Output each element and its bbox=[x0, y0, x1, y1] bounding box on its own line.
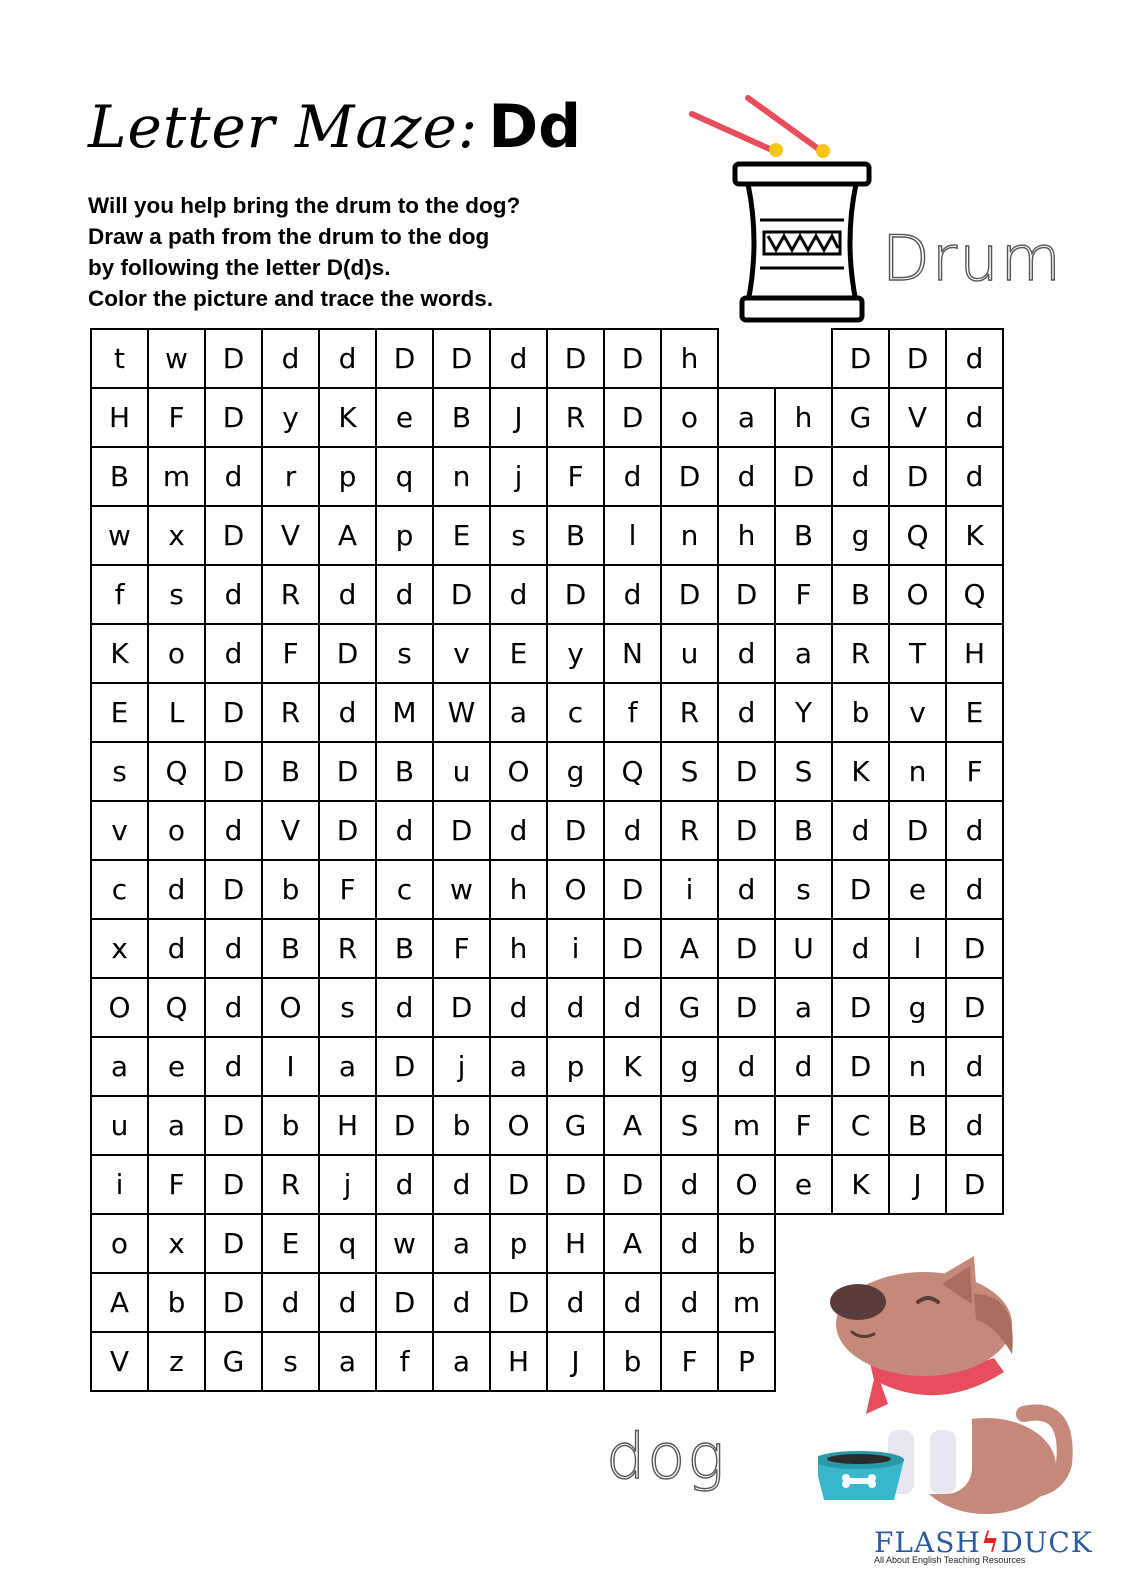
maze-cell[interactable]: a bbox=[90, 1036, 149, 1097]
maze-cell[interactable]: K bbox=[603, 1036, 662, 1097]
maze-cell[interactable]: V bbox=[90, 1331, 149, 1392]
trace-word-dog: dog bbox=[606, 1420, 727, 1493]
maze-cell[interactable]: d bbox=[831, 800, 890, 861]
maze-cell[interactable]: j bbox=[318, 1154, 377, 1215]
maze-cell[interactable]: N bbox=[603, 623, 662, 684]
instruction-line: Will you help bring the drum to the dog? bbox=[88, 193, 521, 218]
logo-tagline: All About English Teaching Resources bbox=[874, 1555, 1026, 1565]
maze-cell[interactable]: t bbox=[90, 328, 149, 389]
maze-cell[interactable]: T bbox=[888, 623, 947, 684]
maze-cell[interactable]: L bbox=[147, 682, 206, 743]
maze-cell[interactable]: D bbox=[432, 977, 491, 1038]
trace-word-drum: Drum bbox=[882, 222, 1063, 295]
maze-cell[interactable]: D bbox=[660, 564, 719, 625]
maze-cell[interactable]: n bbox=[660, 505, 719, 566]
maze-cell[interactable]: v bbox=[432, 623, 491, 684]
maze-cell[interactable]: h bbox=[489, 918, 548, 979]
maze-cell[interactable]: d bbox=[375, 564, 434, 625]
maze-cell[interactable]: d bbox=[603, 446, 662, 507]
maze-cell[interactable]: n bbox=[888, 1036, 947, 1097]
maze-cell[interactable]: p bbox=[318, 446, 377, 507]
maze-cell[interactable]: D bbox=[660, 446, 719, 507]
dog-bowl-icon bbox=[818, 1451, 904, 1500]
maze-cell[interactable]: c bbox=[546, 682, 605, 743]
maze-cell[interactable]: D bbox=[831, 328, 890, 389]
maze-cell[interactable]: B bbox=[261, 918, 320, 979]
maze-cell[interactable]: U bbox=[774, 918, 833, 979]
maze-cell[interactable]: R bbox=[660, 800, 719, 861]
maze-cell[interactable]: D bbox=[375, 1036, 434, 1097]
instruction-line: Color the picture and trace the words. bbox=[88, 286, 494, 311]
maze-cell[interactable]: a bbox=[774, 977, 833, 1038]
maze-cell[interactable]: B bbox=[774, 505, 833, 566]
maze-cell[interactable]: m bbox=[147, 446, 206, 507]
maze-cell[interactable]: S bbox=[660, 1095, 719, 1156]
maze-cell[interactable]: n bbox=[432, 446, 491, 507]
maze-cell[interactable]: l bbox=[888, 918, 947, 979]
maze-cell[interactable]: R bbox=[660, 682, 719, 743]
maze-cell[interactable]: d bbox=[318, 564, 377, 625]
maze-cell[interactable]: o bbox=[660, 387, 719, 448]
maze-cell[interactable]: a bbox=[489, 1036, 548, 1097]
maze-cell[interactable]: B bbox=[774, 800, 833, 861]
maze-cell[interactable]: d bbox=[204, 446, 263, 507]
maze-cell[interactable]: s bbox=[774, 859, 833, 920]
maze-cell[interactable]: b bbox=[432, 1095, 491, 1156]
maze-cell[interactable]: H bbox=[90, 387, 149, 448]
maze-cell[interactable]: s bbox=[261, 1331, 320, 1392]
maze-cell[interactable]: V bbox=[261, 505, 320, 566]
maze-cell[interactable]: a bbox=[318, 1036, 377, 1097]
maze-cell[interactable]: a bbox=[432, 1331, 491, 1392]
maze-cell[interactable]: K bbox=[831, 741, 890, 802]
maze-cell[interactable]: D bbox=[318, 623, 377, 684]
maze-cell[interactable]: D bbox=[375, 1272, 434, 1333]
maze-cell[interactable]: D bbox=[204, 1213, 263, 1274]
maze-cell[interactable]: d bbox=[204, 977, 263, 1038]
maze-cell[interactable]: V bbox=[888, 387, 947, 448]
maze-cell[interactable]: e bbox=[888, 859, 947, 920]
maze-cell[interactable]: d bbox=[717, 623, 776, 684]
maze-cell[interactable]: o bbox=[90, 1213, 149, 1274]
maze-cell[interactable]: z bbox=[147, 1331, 206, 1392]
maze-cell[interactable]: D bbox=[603, 328, 662, 389]
maze-cell[interactable]: D bbox=[204, 682, 263, 743]
maze-cell[interactable]: g bbox=[546, 741, 605, 802]
maze-cell[interactable]: D bbox=[888, 446, 947, 507]
maze-cell[interactable]: d bbox=[318, 1272, 377, 1333]
maze-cell[interactable]: b bbox=[717, 1213, 776, 1274]
maze-cell[interactable]: a bbox=[717, 387, 776, 448]
maze-cell[interactable]: d bbox=[147, 918, 206, 979]
maze-cell[interactable]: p bbox=[546, 1036, 605, 1097]
maze-cell[interactable]: p bbox=[375, 505, 434, 566]
maze-cell[interactable]: R bbox=[831, 623, 890, 684]
maze-cell[interactable]: r bbox=[261, 446, 320, 507]
maze-cell[interactable]: d bbox=[375, 977, 434, 1038]
maze-cell[interactable]: R bbox=[261, 1154, 320, 1215]
maze-cell[interactable]: a bbox=[432, 1213, 491, 1274]
maze-cell[interactable]: d bbox=[717, 682, 776, 743]
maze-cell[interactable]: D bbox=[204, 859, 263, 920]
maze-cell[interactable]: G bbox=[546, 1095, 605, 1156]
maze-cell[interactable]: R bbox=[261, 682, 320, 743]
maze-cell[interactable]: d bbox=[489, 564, 548, 625]
maze-cell[interactable]: D bbox=[888, 800, 947, 861]
maze-cell[interactable]: d bbox=[717, 446, 776, 507]
maze-cell[interactable]: D bbox=[603, 387, 662, 448]
maze-cell[interactable]: y bbox=[261, 387, 320, 448]
maze-cell[interactable]: d bbox=[204, 800, 263, 861]
maze-cell[interactable]: d bbox=[831, 446, 890, 507]
dog-icon bbox=[818, 1254, 1080, 1522]
maze-cell[interactable]: f bbox=[90, 564, 149, 625]
maze-cell[interactable]: d bbox=[945, 328, 1004, 389]
maze-cell[interactable]: E bbox=[90, 682, 149, 743]
maze-cell[interactable]: i bbox=[90, 1154, 149, 1215]
maze-cell[interactable]: d bbox=[603, 977, 662, 1038]
maze-cell[interactable]: m bbox=[717, 1095, 776, 1156]
maze-cell[interactable]: D bbox=[546, 564, 605, 625]
maze-cell[interactable]: n bbox=[888, 741, 947, 802]
maze-cell[interactable]: D bbox=[204, 328, 263, 389]
maze-cell[interactable]: Q bbox=[888, 505, 947, 566]
title-script: Letter Maze: bbox=[88, 93, 479, 161]
maze-cell[interactable]: a bbox=[489, 682, 548, 743]
maze-cell[interactable]: D bbox=[888, 328, 947, 389]
maze-cell[interactable]: E bbox=[489, 623, 548, 684]
maze-cell[interactable]: p bbox=[489, 1213, 548, 1274]
maze-cell[interactable]: H bbox=[546, 1213, 605, 1274]
maze-cell[interactable]: d bbox=[489, 977, 548, 1038]
maze-cell[interactable]: J bbox=[546, 1331, 605, 1392]
maze-cell[interactable]: q bbox=[318, 1213, 377, 1274]
maze-cell[interactable]: o bbox=[147, 623, 206, 684]
maze-cell[interactable]: D bbox=[432, 564, 491, 625]
maze-cell[interactable]: D bbox=[489, 1272, 548, 1333]
maze-cell[interactable]: Q bbox=[945, 564, 1004, 625]
maze-cell[interactable]: K bbox=[318, 387, 377, 448]
maze-cell[interactable]: F bbox=[432, 918, 491, 979]
maze-cell[interactable]: D bbox=[375, 1095, 434, 1156]
maze-cell[interactable]: Y bbox=[774, 682, 833, 743]
maze-cell[interactable]: d bbox=[546, 1272, 605, 1333]
maze-cell[interactable]: x bbox=[147, 1213, 206, 1274]
maze-cell[interactable]: O bbox=[261, 977, 320, 1038]
maze-cell[interactable]: j bbox=[432, 1036, 491, 1097]
maze-cell[interactable]: e bbox=[375, 387, 434, 448]
maze-cell[interactable]: x bbox=[147, 505, 206, 566]
maze-cell[interactable]: A bbox=[603, 1095, 662, 1156]
maze-cell[interactable]: i bbox=[660, 859, 719, 920]
maze-cell[interactable]: D bbox=[318, 741, 377, 802]
maze-cell[interactable]: g bbox=[660, 1036, 719, 1097]
maze-cell[interactable]: a bbox=[318, 1331, 377, 1392]
maze-cell[interactable]: K bbox=[90, 623, 149, 684]
maze-cell[interactable]: w bbox=[432, 859, 491, 920]
maze-cell[interactable]: M bbox=[375, 682, 434, 743]
maze-cell[interactable]: D bbox=[204, 1154, 263, 1215]
maze-cell[interactable]: y bbox=[546, 623, 605, 684]
maze-cell[interactable]: B bbox=[375, 918, 434, 979]
maze-cell[interactable]: O bbox=[90, 977, 149, 1038]
maze-cell[interactable]: g bbox=[831, 505, 890, 566]
maze-cell[interactable]: H bbox=[945, 623, 1004, 684]
maze-cell[interactable]: B bbox=[546, 505, 605, 566]
maze-cell[interactable]: D bbox=[603, 859, 662, 920]
maze-cell[interactable]: v bbox=[888, 682, 947, 743]
maze-cell[interactable]: d bbox=[261, 1272, 320, 1333]
maze-cell[interactable]: D bbox=[204, 387, 263, 448]
maze-cell[interactable]: d bbox=[717, 1036, 776, 1097]
maze-cell[interactable]: O bbox=[888, 564, 947, 625]
maze-cell[interactable]: F bbox=[261, 623, 320, 684]
maze-cell[interactable]: s bbox=[318, 977, 377, 1038]
maze-cell[interactable]: d bbox=[489, 800, 548, 861]
maze-cell[interactable]: O bbox=[489, 1095, 548, 1156]
maze-cell[interactable]: d bbox=[204, 623, 263, 684]
maze-cell[interactable]: d bbox=[375, 1154, 434, 1215]
maze-cell[interactable]: R bbox=[318, 918, 377, 979]
maze-cell[interactable]: u bbox=[90, 1095, 149, 1156]
maze-cell[interactable]: C bbox=[831, 1095, 890, 1156]
maze-cell[interactable]: h bbox=[717, 505, 776, 566]
maze-cell[interactable]: O bbox=[489, 741, 548, 802]
maze-cell[interactable]: s bbox=[489, 505, 548, 566]
maze-cell[interactable]: d bbox=[204, 918, 263, 979]
maze-cell[interactable]: e bbox=[147, 1036, 206, 1097]
maze-cell[interactable]: F bbox=[945, 741, 1004, 802]
maze-cell[interactable]: D bbox=[603, 918, 662, 979]
maze-cell[interactable]: D bbox=[204, 505, 263, 566]
maze-cell[interactable]: d bbox=[831, 918, 890, 979]
maze-cell[interactable]: d bbox=[261, 328, 320, 389]
maze-cell[interactable]: d bbox=[660, 1272, 719, 1333]
maze-cell[interactable]: d bbox=[774, 1036, 833, 1097]
maze-cell[interactable]: Q bbox=[147, 977, 206, 1038]
maze-cell[interactable]: b bbox=[261, 859, 320, 920]
maze-cell[interactable]: d bbox=[318, 328, 377, 389]
title-letters: Dd bbox=[488, 92, 582, 162]
maze-cell[interactable]: G bbox=[831, 387, 890, 448]
maze-cell[interactable]: o bbox=[147, 800, 206, 861]
maze-cell[interactable]: D bbox=[432, 800, 491, 861]
maze-cell[interactable]: D bbox=[489, 1154, 548, 1215]
maze-cell[interactable]: B bbox=[888, 1095, 947, 1156]
maze-cell[interactable]: J bbox=[888, 1154, 947, 1215]
maze-cell[interactable]: c bbox=[90, 859, 149, 920]
maze-cell[interactable]: d bbox=[717, 859, 776, 920]
maze-cell[interactable]: d bbox=[660, 1213, 719, 1274]
maze-cell[interactable]: D bbox=[603, 1154, 662, 1215]
maze-cell[interactable]: w bbox=[375, 1213, 434, 1274]
maze-cell[interactable]: x bbox=[90, 918, 149, 979]
maze-cell[interactable]: D bbox=[831, 1036, 890, 1097]
maze-cell[interactable]: B bbox=[90, 446, 149, 507]
maze-cell[interactable]: i bbox=[546, 918, 605, 979]
maze-cell[interactable]: d bbox=[945, 387, 1004, 448]
maze-cell[interactable]: d bbox=[945, 1036, 1004, 1097]
maze-cell[interactable]: d bbox=[432, 1272, 491, 1333]
maze-cell[interactable]: D bbox=[204, 1095, 263, 1156]
maze-cell[interactable]: S bbox=[660, 741, 719, 802]
maze-cell[interactable]: D bbox=[717, 741, 776, 802]
maze-cell[interactable]: F bbox=[774, 1095, 833, 1156]
maze-cell[interactable]: A bbox=[318, 505, 377, 566]
maze-cell[interactable]: F bbox=[318, 859, 377, 920]
maze-cell[interactable]: d bbox=[660, 1154, 719, 1215]
maze-cell[interactable]: d bbox=[945, 446, 1004, 507]
maze-cell[interactable]: h bbox=[660, 328, 719, 389]
maze-cell[interactable]: d bbox=[546, 977, 605, 1038]
maze-cell[interactable]: F bbox=[660, 1331, 719, 1392]
maze-cell[interactable]: d bbox=[489, 328, 548, 389]
maze-cell[interactable]: j bbox=[489, 446, 548, 507]
maze-cell[interactable]: D bbox=[945, 977, 1004, 1038]
maze-cell[interactable]: a bbox=[774, 623, 833, 684]
maze-cell[interactable]: s bbox=[90, 741, 149, 802]
maze-cell[interactable]: R bbox=[261, 564, 320, 625]
maze-cell[interactable]: b bbox=[147, 1272, 206, 1333]
maze-cell[interactable]: u bbox=[432, 741, 491, 802]
instruction-line: by following the letter D(d)s. bbox=[88, 255, 391, 280]
lightning-bolt-icon: ϟ bbox=[980, 1526, 1001, 1559]
maze-cell[interactable]: d bbox=[603, 800, 662, 861]
maze-cell[interactable]: D bbox=[375, 328, 434, 389]
maze-cell[interactable]: D bbox=[546, 328, 605, 389]
maze-cell[interactable]: D bbox=[717, 564, 776, 625]
maze-cell[interactable]: b bbox=[603, 1331, 662, 1392]
maze-cell[interactable]: S bbox=[774, 741, 833, 802]
maze-cell[interactable]: e bbox=[774, 1154, 833, 1215]
flashduck-logo bbox=[874, 1526, 1093, 1565]
maze-cell[interactable]: E bbox=[432, 505, 491, 566]
maze-cell[interactable]: l bbox=[603, 505, 662, 566]
maze-cell[interactable]: A bbox=[90, 1272, 149, 1333]
maze-cell[interactable]: H bbox=[318, 1095, 377, 1156]
maze-cell[interactable]: s bbox=[147, 564, 206, 625]
maze-cell[interactable]: O bbox=[546, 859, 605, 920]
maze-cell[interactable]: s bbox=[375, 623, 434, 684]
maze-cell[interactable]: Q bbox=[603, 741, 662, 802]
maze-cell[interactable]: D bbox=[774, 446, 833, 507]
maze-cell[interactable]: B bbox=[432, 387, 491, 448]
maze-cell[interactable]: d bbox=[945, 1095, 1004, 1156]
maze-cell[interactable]: g bbox=[888, 977, 947, 1038]
maze-cell[interactable]: A bbox=[603, 1213, 662, 1274]
maze-cell[interactable]: D bbox=[432, 328, 491, 389]
maze-cell[interactable]: D bbox=[717, 800, 776, 861]
maze-cell[interactable]: W bbox=[432, 682, 491, 743]
maze-cell[interactable]: D bbox=[546, 800, 605, 861]
maze-cell[interactable]: h bbox=[489, 859, 548, 920]
maze-cell[interactable]: d bbox=[432, 1154, 491, 1215]
maze-cell[interactable]: d bbox=[603, 564, 662, 625]
maze-cell[interactable]: u bbox=[660, 623, 719, 684]
maze-cell[interactable]: P bbox=[717, 1331, 776, 1392]
maze-cell[interactable]: d bbox=[375, 800, 434, 861]
maze-cell[interactable]: F bbox=[546, 446, 605, 507]
maze-cell[interactable]: G bbox=[204, 1331, 263, 1392]
maze-cell[interactable]: b bbox=[261, 1095, 320, 1156]
maze-cell[interactable]: I bbox=[261, 1036, 320, 1097]
maze-cell[interactable]: E bbox=[945, 682, 1004, 743]
maze-cell[interactable]: d bbox=[204, 1036, 263, 1097]
maze-cell[interactable]: d bbox=[318, 682, 377, 743]
maze-cell[interactable]: a bbox=[147, 1095, 206, 1156]
maze-cell[interactable]: b bbox=[831, 682, 890, 743]
maze-cell[interactable]: c bbox=[375, 859, 434, 920]
maze-cell[interactable]: D bbox=[945, 918, 1004, 979]
maze-cell[interactable]: H bbox=[489, 1331, 548, 1392]
maze-cell[interactable]: f bbox=[375, 1331, 434, 1392]
maze-cell[interactable]: B bbox=[261, 741, 320, 802]
maze-cell[interactable]: w bbox=[147, 328, 206, 389]
maze-cell[interactable]: K bbox=[945, 505, 1004, 566]
maze-cell[interactable]: J bbox=[489, 387, 548, 448]
maze-cell[interactable]: m bbox=[717, 1272, 776, 1333]
maze-cell[interactable]: d bbox=[945, 800, 1004, 861]
maze-cell[interactable]: R bbox=[546, 387, 605, 448]
maze-cell[interactable]: K bbox=[831, 1154, 890, 1215]
instruction-line: Draw a path from the drum to the dog bbox=[88, 224, 490, 249]
maze-cell[interactable]: D bbox=[831, 859, 890, 920]
maze-cell[interactable]: D bbox=[717, 977, 776, 1038]
maze-cell[interactable]: D bbox=[546, 1154, 605, 1215]
maze-cell[interactable]: h bbox=[774, 387, 833, 448]
maze-cell[interactable]: V bbox=[261, 800, 320, 861]
maze-cell[interactable]: F bbox=[147, 1154, 206, 1215]
maze-cell[interactable]: B bbox=[831, 564, 890, 625]
maze-cell[interactable]: d bbox=[204, 564, 263, 625]
maze-cell[interactable]: D bbox=[831, 977, 890, 1038]
maze-cell[interactable]: d bbox=[603, 1272, 662, 1333]
maze-cell[interactable]: D bbox=[318, 800, 377, 861]
maze-cell[interactable]: B bbox=[375, 741, 434, 802]
maze-cell[interactable]: E bbox=[261, 1213, 320, 1274]
maze-cell[interactable]: d bbox=[147, 859, 206, 920]
maze-cell[interactable]: f bbox=[603, 682, 662, 743]
maze-cell[interactable]: F bbox=[774, 564, 833, 625]
maze-cell[interactable]: D bbox=[204, 1272, 263, 1333]
maze-cell[interactable]: Q bbox=[147, 741, 206, 802]
maze-cell[interactable]: G bbox=[660, 977, 719, 1038]
maze-cell[interactable]: w bbox=[90, 505, 149, 566]
maze-cell[interactable]: D bbox=[717, 918, 776, 979]
maze-cell[interactable]: F bbox=[147, 387, 206, 448]
maze-cell[interactable]: D bbox=[945, 1154, 1004, 1215]
maze-cell[interactable]: q bbox=[375, 446, 434, 507]
maze-cell[interactable]: v bbox=[90, 800, 149, 861]
maze-cell[interactable]: A bbox=[660, 918, 719, 979]
maze-cell[interactable]: D bbox=[204, 741, 263, 802]
maze-cell[interactable]: O bbox=[717, 1154, 776, 1215]
maze-cell[interactable]: d bbox=[945, 859, 1004, 920]
logo-brand: FLASHϟDUCK bbox=[874, 1526, 1093, 1559]
